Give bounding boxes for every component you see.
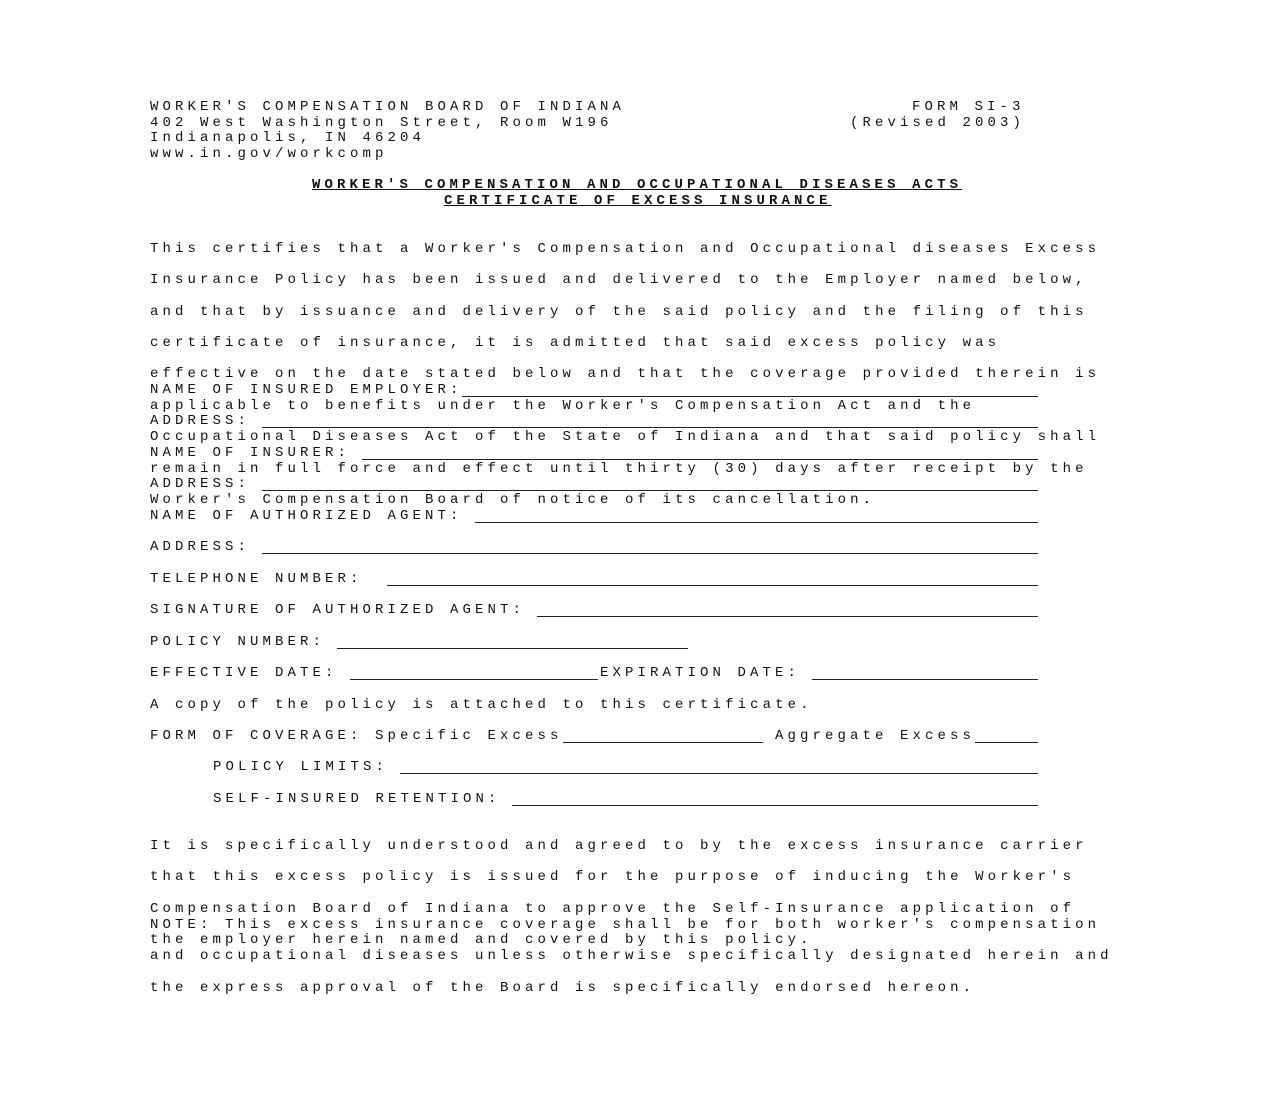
- understood-line: the employer herein named and covered by this policy.: [150, 931, 813, 948]
- note-line: the express approval of the Board is specifically endorsed hereon.: [150, 979, 976, 996]
- intro-line: Insurance Policy has been issued and delivered to the Employer named below,: [150, 272, 1088, 289]
- expiration-date-field[interactable]: [812, 679, 1038, 680]
- aggregate-excess-label: Aggregate Excess: [775, 728, 976, 744]
- retention-label: SELF-INSURED RETENTION:: [213, 791, 501, 807]
- form-number: FORM SI-3: [912, 99, 1025, 115]
- intro-line: remain in full force and effect until thirty (30) days after receipt by the: [150, 460, 1088, 477]
- understood-line: that this excess policy is issued for the purpose of inducing the Worker's: [150, 869, 1076, 886]
- intro-paragraph: [150, 226, 1100, 524]
- policy-limits-label: POLICY LIMITS:: [213, 759, 389, 775]
- insurer-address-label: ADDRESS:: [150, 476, 251, 492]
- effective-date-field[interactable]: [350, 679, 598, 680]
- org-name: WORKER'S COMPENSATION BOARD OF INDIANA: [150, 99, 626, 115]
- agent-address-field[interactable]: [262, 553, 1038, 554]
- intro-line: effective on the date stated below and that the coverage provided therein is: [150, 366, 1101, 383]
- insurer-address-field[interactable]: [262, 490, 1038, 491]
- form-revision: (Revised 2003): [850, 114, 1026, 131]
- agent-field[interactable]: [475, 522, 1038, 523]
- insurer-label: NAME OF INSURER:: [150, 445, 351, 461]
- intro-line: This certifies that a Worker's Compensation and Occupational diseases Excess: [150, 240, 1101, 257]
- note-line: and occupational diseases unless otherwise specifically designated herein and: [150, 948, 1113, 965]
- intro-line: Occupational Diseases Act of the State of Indiana and that said policy shall: [150, 429, 1101, 446]
- note-line: NOTE: This excess insurance coverage shall be for both worker's compensation: [150, 916, 1101, 933]
- coverage-label: FORM OF COVERAGE: Specific Excess: [150, 728, 563, 744]
- intro-line: and that by issuance and delivery of the said policy and the filing of this: [150, 303, 1088, 320]
- intro-line: certificate of insurance, it is admitted that said excess policy was: [150, 334, 1001, 351]
- understood-line: It is specifically understood and agreed to by the excess insurance carrier: [150, 837, 1088, 854]
- specific-excess-field[interactable]: [563, 742, 763, 743]
- employer-field[interactable]: [462, 396, 1038, 397]
- intro-line: applicable to benefits under the Worker's Compensation Act and the: [150, 397, 976, 414]
- aggregate-excess-field[interactable]: [975, 742, 1038, 743]
- title-acts: WORKER'S COMPENSATION AND OCCUPATIONAL DISEASES ACTS: [312, 177, 963, 193]
- policy-number-label: POLICY NUMBER:: [150, 634, 326, 650]
- effective-date-label: EFFECTIVE DATE:: [150, 665, 338, 681]
- employer-address-label: ADDRESS:: [150, 413, 251, 429]
- policy-number-field[interactable]: [337, 648, 688, 649]
- intro-line: Worker's Compensation Board of notice of its cancellation.: [150, 491, 876, 508]
- policy-limits-field[interactable]: [400, 773, 1038, 774]
- expiration-date-label: EXPIRATION DATE:: [600, 665, 801, 681]
- copy-note: A copy of the policy is attached to this certificate.: [150, 697, 813, 713]
- telephone-field[interactable]: [387, 585, 1038, 586]
- note-paragraph: [150, 902, 1113, 1012]
- retention-field[interactable]: [512, 805, 1038, 806]
- agent-address-label: ADDRESS:: [150, 539, 251, 555]
- agent-label: NAME OF AUTHORIZED AGENT:: [150, 508, 463, 524]
- org-city: Indianapolis, IN 46204: [150, 130, 426, 147]
- understood-line: Compensation Board of Indiana to approve the Self-Insurance application of: [150, 900, 1076, 917]
- org-website: www.in.gov/workcomp: [150, 146, 388, 163]
- signature-field[interactable]: [537, 616, 1038, 617]
- title-certificate: CERTIFICATE OF EXCESS INSURANCE: [444, 193, 832, 209]
- org-street: 402 West Washington Street, Room W196: [150, 114, 613, 131]
- telephone-label: TELEPHONE NUMBER:: [150, 571, 363, 587]
- signature-label: SIGNATURE OF AUTHORIZED AGENT:: [150, 602, 526, 618]
- employer-address-field[interactable]: [262, 427, 1038, 428]
- insurer-field[interactable]: [362, 459, 1038, 460]
- employer-label: NAME OF INSURED EMPLOYER:: [150, 382, 463, 398]
